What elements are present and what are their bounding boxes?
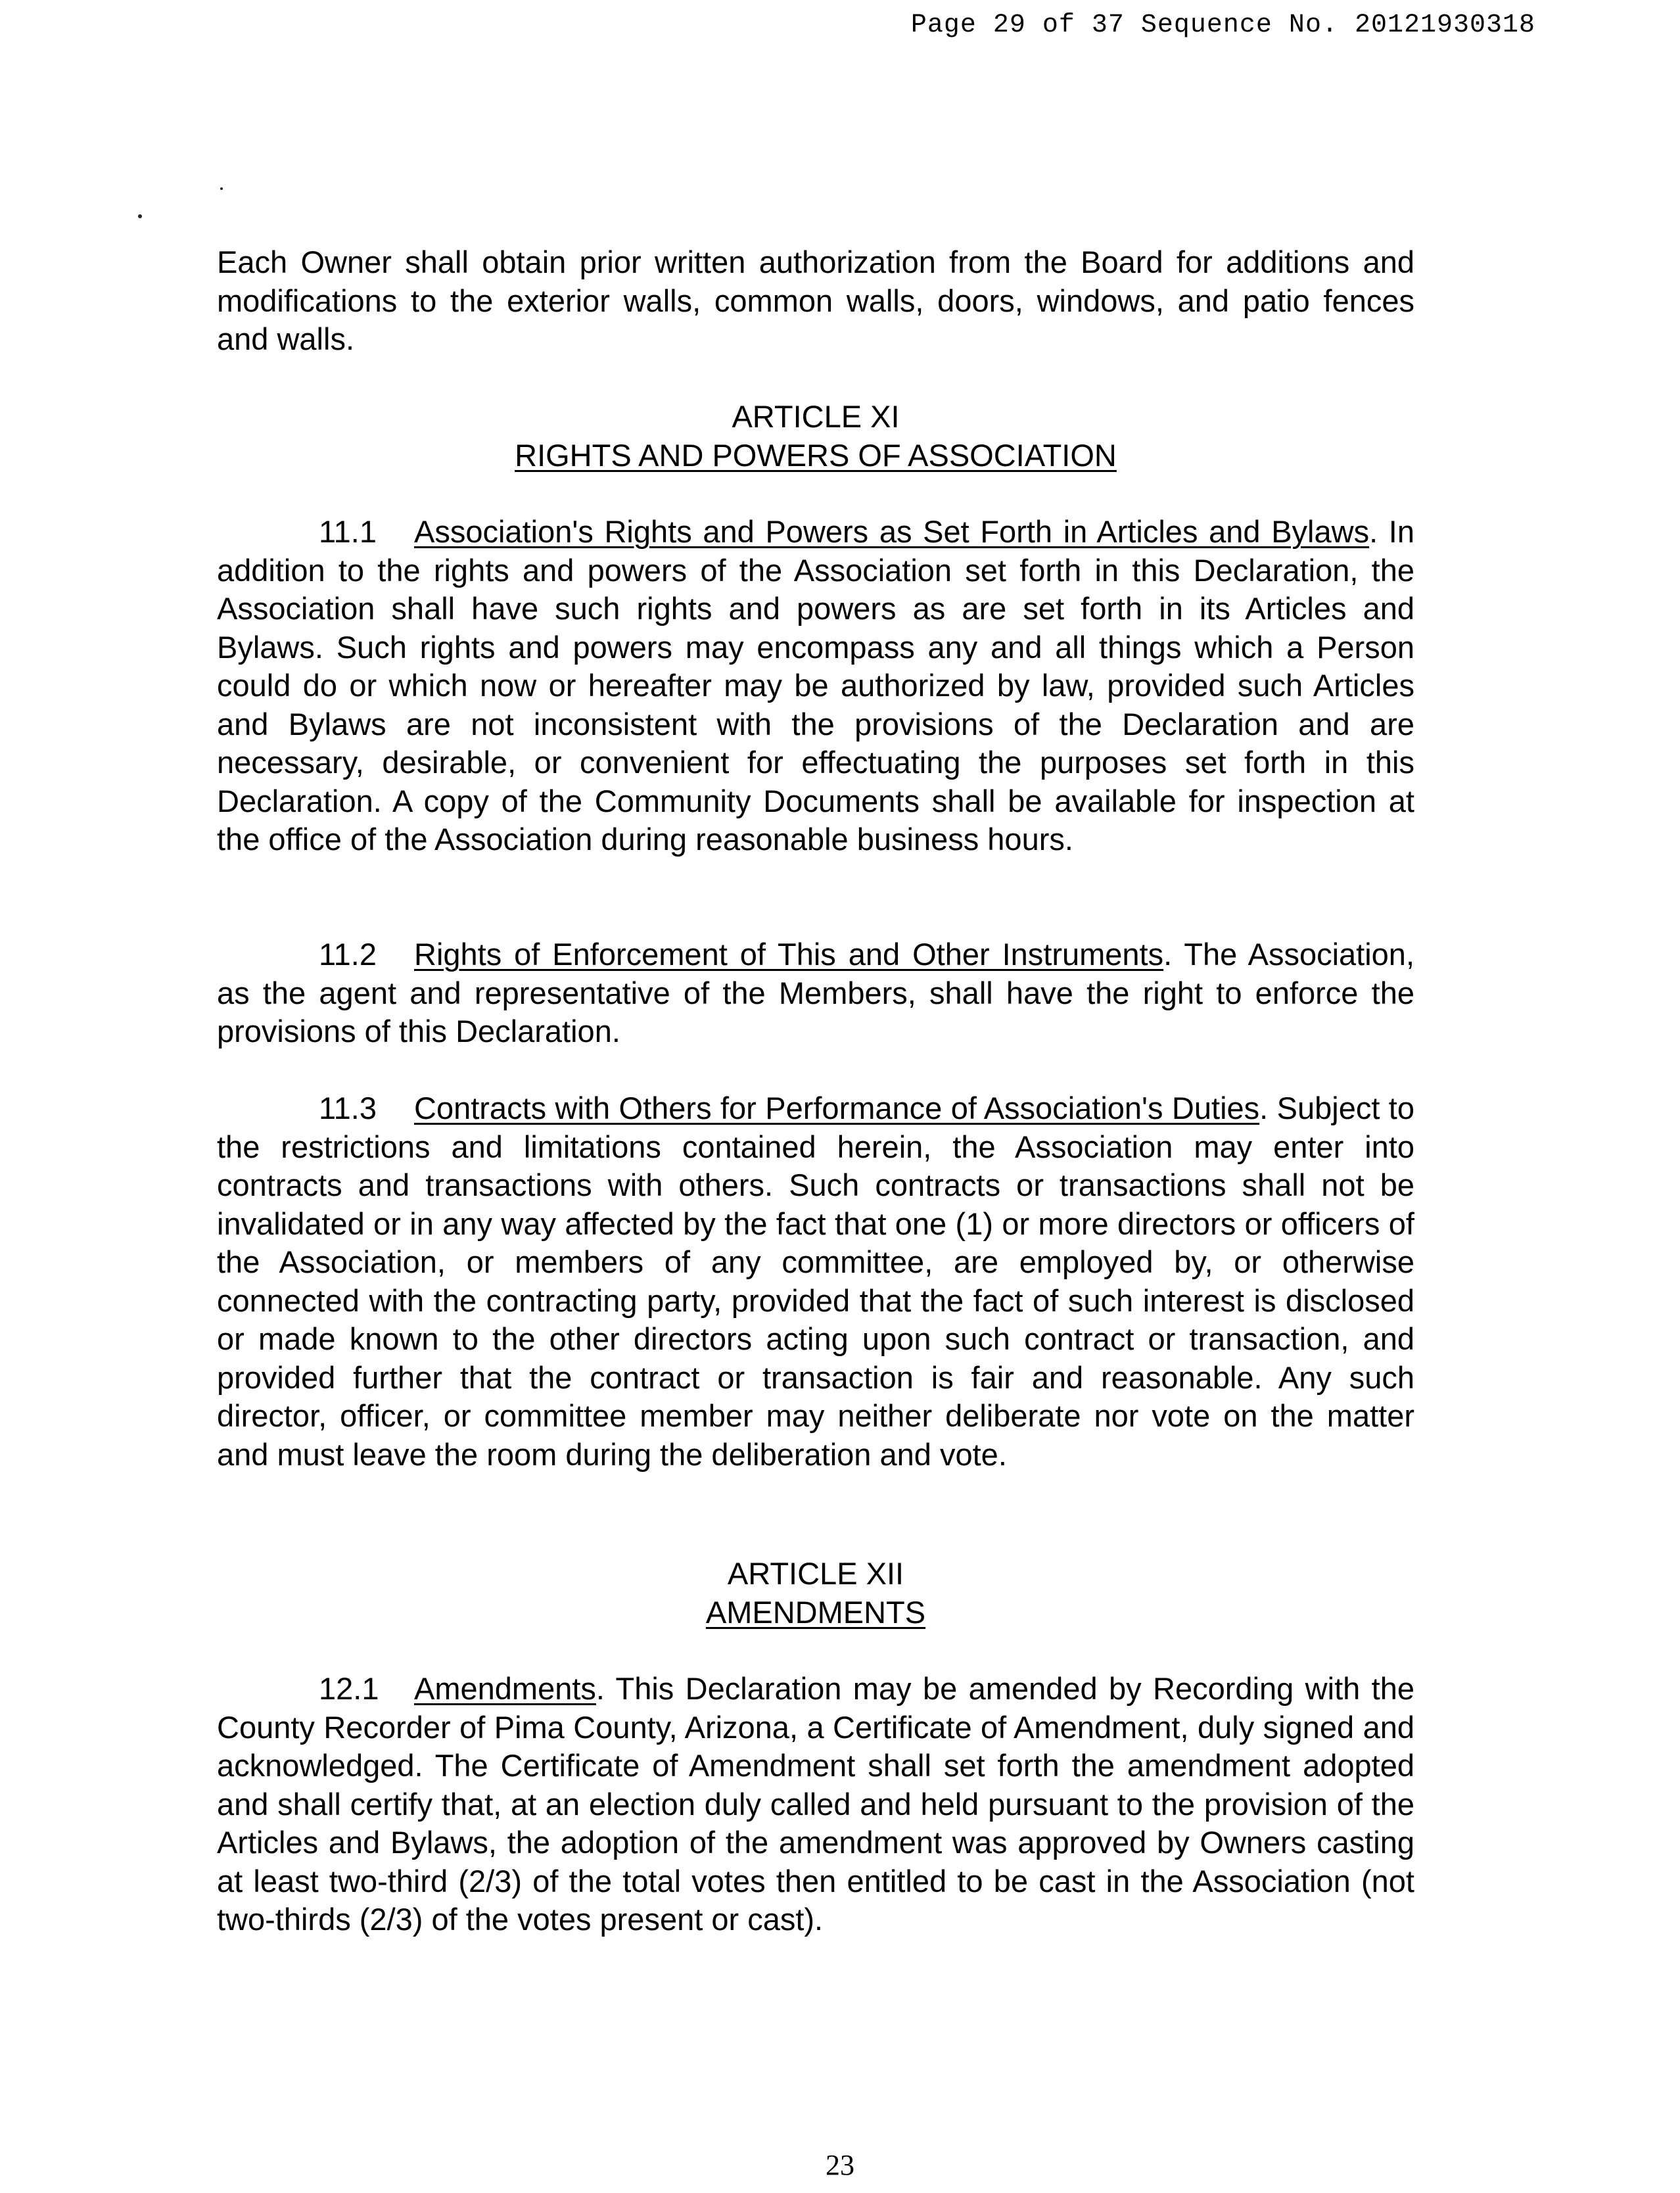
section-number: 11.2 [319, 937, 377, 972]
article-xii-heading: ARTICLE XII [727, 1556, 904, 1591]
section-title: Rights of Enforcement of This and Other Instruments [414, 937, 1164, 972]
section-title: Amendments [414, 1671, 596, 1706]
section-title: Association's Rights and Powers as Set Forth in Articles and Bylaws [414, 514, 1370, 549]
page-number: 23 [826, 2149, 854, 2181]
section-body: . In addition to the rights and powers of the Association set forth in this Declaration, the Association shall have such rights and powers as are set forth in its Articles and Bylaws. Such rights and powers may encompass any and all things which a Person could do or which now or hereafter may be authorized by law, provided such Articles and Bylaws are not inconsistent with the provisions of the Declaration and are necessary, desirable, or convenient for effectuating the purposes set forth in this Declaration. A copy of the Community Documents shall be available for inspection at the office of the Association during reasonable business hours. [217, 514, 1414, 857]
section-11-3 [217, 1089, 1414, 1474]
article-xii-header [217, 1555, 1414, 1632]
section-number: 11.3 [319, 1091, 377, 1125]
intro-text: Each Owner shall obtain prior written authorization from the Board for additions and modifications to the exterior walls, common walls, doors, windows, and patio fences and walls. [217, 245, 1414, 356]
article-xii-title: AMENDMENTS [705, 1594, 926, 1630]
section-title: Contracts with Others for Performance of Association's Duties [414, 1091, 1260, 1125]
section-12-1 [217, 1670, 1414, 1939]
article-xi-title: RIGHTS AND POWERS OF ASSOCIATION [515, 437, 1117, 473]
intro-paragraph [217, 243, 1414, 359]
section-number: 12.1 [319, 1671, 379, 1706]
section-body: . The Association, as the agent and representative of the Members, shall have the right to enforce the provisions of this Declaration. [217, 937, 1414, 1049]
section-number: 11.1 [319, 514, 377, 549]
scan-speck [220, 187, 223, 190]
article-xi-header [217, 398, 1414, 475]
section-11-1 [217, 513, 1414, 859]
section-11-2 [217, 935, 1414, 1051]
section-body: . This Declaration may be amended by Recording with the County Recorder of Pima County, Arizona, a Certificate of Amendment, duly signed and acknowledged. The Certificate of Amendment shall set forth the amendment adopted and shall certify that, at an election duly called and held pursuant to the provision of the Articles and Bylaws, the adoption of the amendment was approved by Owners casting at least two-third (2/3) of the total votes then entitled to be cast in the Association (not two-thirds (2/3) of the votes present or cast). [217, 1671, 1414, 1937]
article-xi-heading: ARTICLE XI [732, 399, 900, 434]
page-header: Page 29 of 37 Sequence No. 20121930318 [910, 11, 1535, 40]
section-body: . Subject to the restrictions and limitations contained herein, the Association may enter into contracts and transactions with others. Such contracts or transactions shall not be invalidated or in any way affected by the fact that one (1) or more directors or officers of the Association, or members of any committee, are employed by, or otherwise connected with the contracting party, provided that the fact of such interest is disclosed or made known to the other directors acting upon such contract or transaction, and provided further that the contract or transaction is fair and reasonable. Any such director, officer, or committee member may neither deliberate nor vote on the matter and must leave the room during the deliberation and vote. [217, 1091, 1414, 1472]
scan-speck [138, 214, 142, 218]
